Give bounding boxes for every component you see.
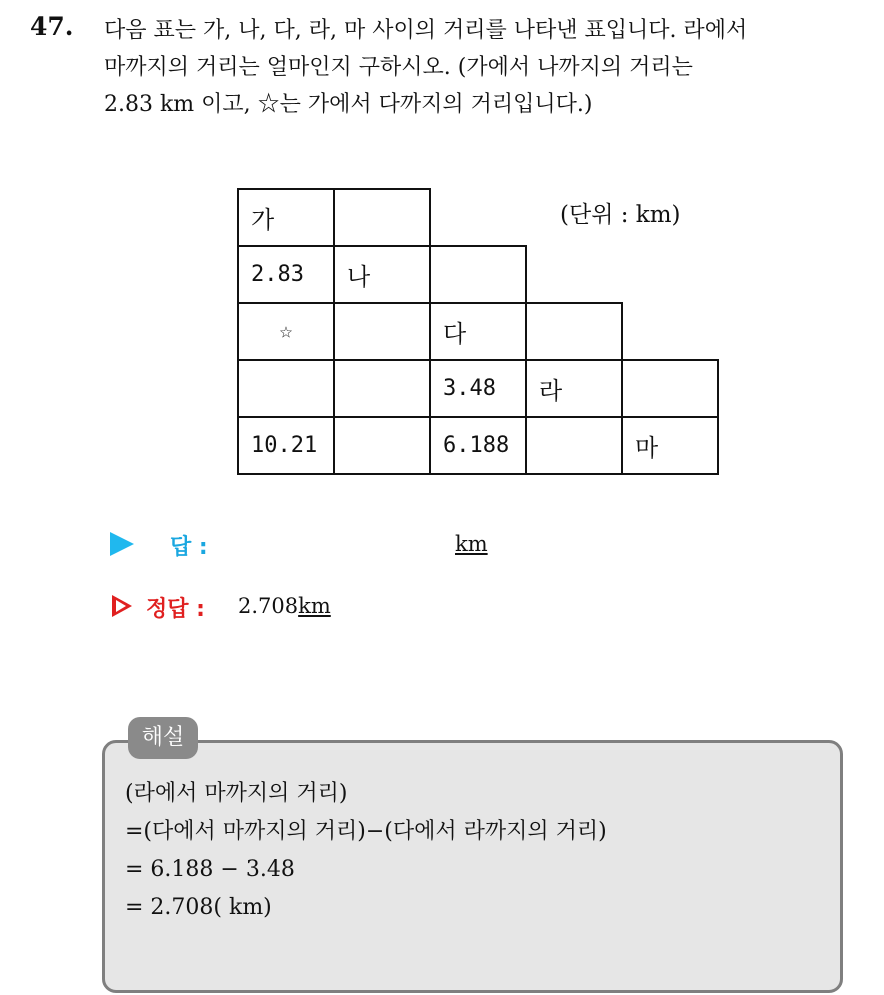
table-row <box>238 360 718 417</box>
correct-answer-label: 정답 : <box>146 597 205 622</box>
answer-label: 답 : <box>170 535 208 560</box>
empty-space <box>526 189 622 246</box>
table-cell <box>334 360 430 417</box>
empty-space <box>430 189 526 246</box>
explanation-line: (라에서 마까지의 거리) <box>125 781 348 806</box>
table-row <box>238 189 718 246</box>
table-cell <box>526 303 622 360</box>
table-cell: 6.188 <box>430 417 526 474</box>
explanation-tab: 해설 <box>128 717 198 759</box>
table-cell-star: ☆ <box>238 303 334 360</box>
unit-label: (단위 : km) <box>560 202 681 228</box>
correct-answer-value <box>238 594 331 618</box>
table-cell <box>334 417 430 474</box>
question-line: 다음 표는 가, 나, 다, 라, 마 사이의 거리를 나타낸 표입니다. 라에서 <box>104 18 748 43</box>
table-cell: 다 <box>430 303 526 360</box>
explanation-line: =(다에서 마까지의 거리)−(다에서 라까지의 거리) <box>125 819 607 844</box>
table-cell <box>622 360 718 417</box>
question-line: 2.83 km 이고, ☆는 가에서 다까지의 거리입니다.) <box>104 92 593 117</box>
table-cell: 3.48 <box>430 360 526 417</box>
table-row <box>238 246 718 303</box>
distance-table <box>237 188 719 475</box>
outline-triangle-icon <box>112 595 132 617</box>
empty-space <box>622 189 718 246</box>
table-cell: 나 <box>334 246 430 303</box>
table-cell: 마 <box>622 417 718 474</box>
explanation-content <box>125 775 607 927</box>
empty-space <box>526 246 622 303</box>
table-cell: 2.83 <box>238 246 334 303</box>
empty-space <box>622 303 718 360</box>
table-cell <box>238 360 334 417</box>
empty-space <box>622 246 718 303</box>
explanation-line: = 6.188 − 3.48 <box>125 857 295 882</box>
question-number: 47. <box>30 12 74 41</box>
explanation-line: = 2.708( km) <box>125 895 272 920</box>
table-cell <box>526 417 622 474</box>
question-text <box>104 12 864 123</box>
table-cell <box>334 189 430 246</box>
play-triangle-icon <box>110 532 134 556</box>
table-cell <box>334 303 430 360</box>
explanation-box <box>102 740 843 993</box>
table-cell: 10.21 <box>238 417 334 474</box>
table-row <box>238 417 718 474</box>
table-cell: 가 <box>238 189 334 246</box>
table-cell: 라 <box>526 360 622 417</box>
correct-value: 2.708 <box>238 594 299 618</box>
answer-unit: km <box>455 532 488 556</box>
correct-unit: km <box>298 594 331 618</box>
question-line: 마까지의 거리는 얼마인지 구하시오. (가에서 나까지의 거리는 <box>104 55 693 80</box>
table-cell <box>430 246 526 303</box>
table-row <box>238 303 718 360</box>
